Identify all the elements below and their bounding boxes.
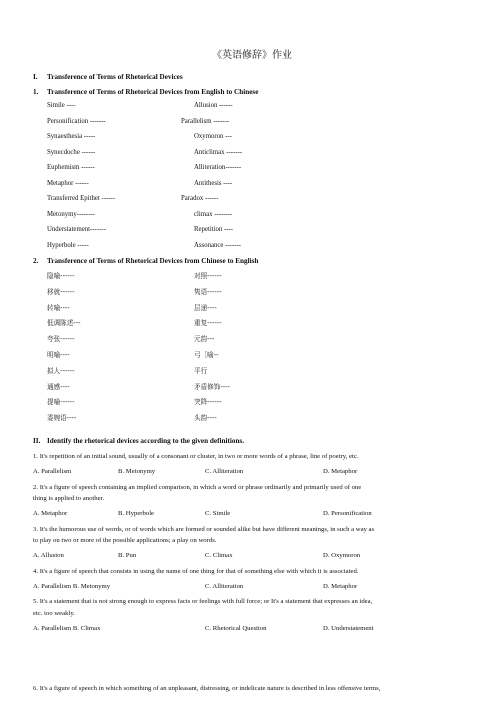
question-3-text: 3. It's the humorous use of words, or of words which are formed or sounded alike but have different meanings, in such a way as	[33, 525, 375, 533]
english-term-left: Understatement-------	[47, 226, 106, 233]
english-term-right: Paradox ------	[181, 195, 219, 202]
english-term-left: Transferred Epithet ------	[47, 195, 116, 202]
english-term-left: Personification -------	[47, 117, 106, 125]
question-2-option[interactable]: D. Personification	[323, 510, 372, 517]
chinese-term-left: 提喻------	[47, 398, 75, 407]
chinese-term-right: 突降------	[194, 398, 222, 407]
english-term-right: Parallelism -------	[181, 117, 230, 125]
question-4-option[interactable]: A. Parallelism B. Metonymy	[33, 582, 111, 590]
subsection-2-heading-text: Transference of Terms of Rhetorical Devices from Chinese to English	[47, 257, 259, 265]
english-term-left: Simile ----	[47, 102, 76, 109]
question-4-option[interactable]: C. Alliteration	[205, 582, 244, 590]
english-term-right: Antithesis ----	[194, 179, 233, 187]
question-5-option[interactable]: D. Understatement	[323, 624, 374, 632]
question-4-option[interactable]: D. Metaphor	[323, 582, 358, 590]
section-2-number: II.	[33, 437, 41, 445]
subsection-1-heading-text: Transference of Terms of Rhetorical Devices from English to Chinese	[47, 88, 259, 96]
chinese-term-left: 委婉语----	[47, 414, 77, 423]
subsection-2-heading	[33, 257, 258, 266]
question-1-option[interactable]: D. Metaphor	[323, 468, 358, 475]
chinese-term-right: 平行	[194, 366, 208, 375]
english-term-left: Hyperbole -----	[47, 241, 89, 249]
section-1-number: I.	[33, 73, 38, 81]
question-2-text: thing is applied to another.	[33, 495, 105, 502]
english-term-right: Anticlimax -------	[194, 148, 243, 156]
question-5-option[interactable]: A. Parallelism B. Climax	[33, 624, 101, 632]
page-title: 《英语修辞》作业	[212, 50, 292, 61]
chinese-term-left: 明喻----	[47, 351, 70, 359]
section-2-heading-text: Identify the rhetorical devices according to the given definitions.	[47, 437, 245, 445]
question-4-text: 4. It's a figure of speech that consists in using the name of one thing for that of something else with which it is associated.	[33, 567, 359, 575]
question-3-option[interactable]: D. Oxymoron	[323, 552, 361, 559]
question-5-text: 5. It's a statement that is not strong enough to express facts or feelings with full force; or It's a statement that expresses an idea,	[33, 598, 373, 605]
question-6-text: 6. It's a figure of speech in which something of an unpleasant, distressing, or indelicate nature is described in less offensive terms,	[33, 685, 381, 692]
english-term-right: Alliteration-------	[194, 164, 242, 171]
question-1-option[interactable]: A. Parallelism	[33, 468, 72, 475]
section-1-heading	[33, 73, 183, 82]
chinese-term-left: 低调陈述---	[47, 319, 81, 328]
chinese-term-left: 移就------	[47, 287, 75, 296]
chinese-term-right: 弓［喻--	[194, 351, 219, 359]
question-2-option[interactable]: B. Hyperbole	[118, 510, 155, 517]
chinese-term-right: 对照------	[194, 272, 222, 280]
question-5-option[interactable]: C. Rhetorical Question	[205, 624, 267, 632]
question-1-option[interactable]: B. Metonymy	[118, 468, 156, 475]
chinese-term-left: 夸张------	[47, 335, 75, 344]
question-5-text: etc. too weakly.	[33, 609, 75, 617]
question-3-option[interactable]: B. Pun	[118, 552, 137, 559]
question-1-text: 1. It's repetition of an initial sound, usually of a consonant or cluster, in two or more words of a phrase, line of poetry, etc.	[33, 453, 359, 460]
english-term-right: Assonance -------	[194, 241, 241, 249]
english-term-left: Synecdoche ------	[47, 148, 96, 156]
section-2-heading	[33, 437, 244, 446]
chinese-term-left: 拟人------	[47, 366, 75, 375]
chinese-term-right: 头韵----	[194, 414, 217, 423]
question-1-option[interactable]: C. Alliteration	[205, 468, 244, 475]
question-2-option[interactable]: A. Metaphor	[33, 510, 68, 517]
english-term-right: climax --------	[194, 210, 233, 218]
chinese-term-left: 转喻----	[47, 303, 70, 312]
chinese-term-right: 矛盾修饰----	[194, 382, 230, 391]
question-2-text: 2. It's a figure of speech containing an implied comparison, in which a word or phrase ordinarily and primarily used of one	[33, 483, 362, 491]
subsection-1-heading	[33, 88, 258, 97]
english-term-right: Allusion ------	[194, 102, 233, 109]
question-3-option[interactable]: A. Allusion	[33, 552, 64, 559]
chinese-term-left: 隐喻------	[47, 272, 75, 280]
english-term-right: Repetition ----	[194, 226, 234, 233]
english-term-left: Synaesthesia -----	[47, 133, 96, 140]
chinese-term-right: 隽语------	[194, 287, 222, 296]
english-term-left: Metaphor ------	[47, 179, 89, 187]
question-3-text: to play on two or more of the possible applications; a play on words.	[33, 537, 217, 544]
english-term-left: Euphemism ------	[47, 164, 95, 171]
subsection-1-number: 1.	[33, 88, 39, 96]
chinese-term-right: 层递----	[194, 303, 217, 312]
subsection-2-number: 2.	[33, 257, 39, 265]
chinese-term-right: 元韵---	[194, 335, 215, 344]
section-1-heading-text: Transference of Terms of Rhetorical Devices	[47, 73, 183, 81]
question-3-option[interactable]: C. Climax	[205, 552, 233, 559]
english-term-right: Oxymoron ---	[194, 133, 232, 140]
chinese-term-left: 通感----	[47, 382, 70, 391]
chinese-term-right: 重复------	[194, 319, 222, 328]
question-2-option[interactable]: C. Simile	[205, 510, 231, 517]
english-term-left: Metonymy--------	[47, 210, 95, 218]
